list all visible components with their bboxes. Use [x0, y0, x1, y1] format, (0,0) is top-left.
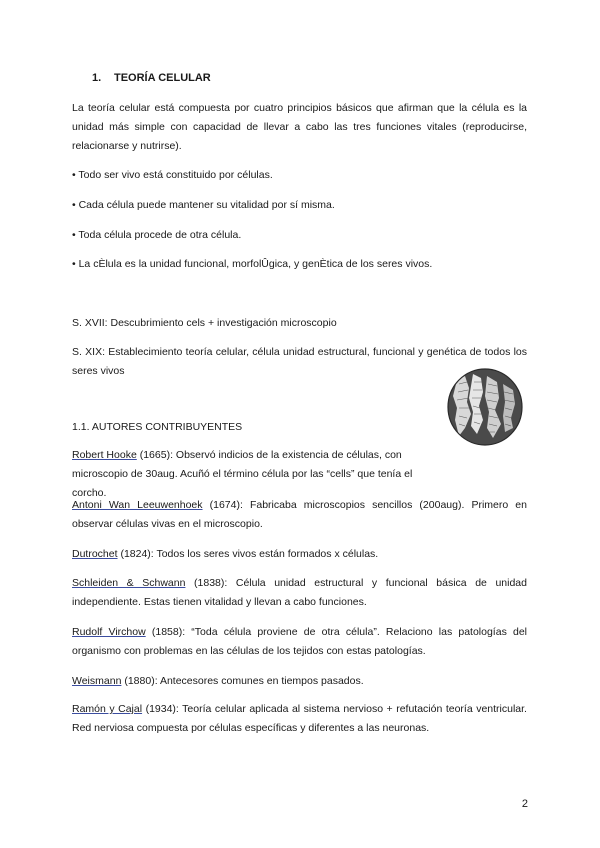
- principle-item: • Cada célula puede mantener su vitalidad por sí misma.: [72, 199, 335, 211]
- author-name: Ramón y Cajal: [72, 703, 143, 715]
- section-title: TEORÍA CELULAR: [114, 72, 211, 84]
- author-name: Antoni Wan Leeuwenhoek: [72, 499, 203, 511]
- author-description: (1665): Observó indicios de la existencia de células, con microscopio de 30aug. Acuñó el término célula por las “cells” que tenía el corcho.: [72, 449, 413, 499]
- principle-item: • Toda célula procede de otra célula.: [72, 229, 242, 241]
- history-line: S. XVII: Descubrimiento cels + investigación microscopio: [72, 317, 337, 329]
- author-name: Weismann: [72, 675, 122, 687]
- author-description: (1880): Antecesores comunes en tiempos pasados.: [121, 675, 364, 687]
- author-description: (1674): Fabricaba microscopios sencillos (200aug). Primero en observar células vivas en el microscopio.: [72, 499, 527, 530]
- author-description: (1934): Teoría celular aplicada al sistema nervioso + refutación teoría ventricular. Red nerviosa compuesta por células específicas y diferentes a las neuronas.: [72, 703, 527, 734]
- author-description: (1858): “Toda célula proviene de otra célula”. Relaciono las patologías del organismo con problemas en las células de los tejidos con estas patologías.: [72, 626, 527, 657]
- section-number: 1.: [92, 72, 102, 84]
- author-entry: [72, 496, 527, 534]
- author-entry: [72, 545, 527, 564]
- intro-paragraph: La teoría celular está compuesta por cuatro principios básicos que afirman que la célula es la unidad más simple con capacidad de llevar a cabo las tres funciones vitales (reproducirse, relacionarse y nutrirse).: [72, 102, 527, 152]
- principle-item: • La cÈlula es la unidad funcional, morfolÛgica, y genÈtica de los seres vivos.: [72, 258, 433, 270]
- author-entry: [72, 623, 527, 661]
- section-heading: [92, 69, 547, 88]
- subsection-heading: 1.1. AUTORES CONTRIBUYENTES: [72, 421, 243, 433]
- author-name: Dutrochet: [72, 548, 118, 560]
- principle-item: • Todo ser vivo está constituido por células.: [72, 169, 273, 181]
- author-name: Robert Hooke: [72, 449, 137, 461]
- author-name: Rudolf Virchow: [72, 626, 146, 638]
- author-entry: [72, 700, 527, 738]
- author-entry: [72, 672, 527, 691]
- author-entry: [72, 446, 442, 503]
- author-name: Schleiden & Schwann: [72, 577, 186, 589]
- page-number: 2: [521, 798, 528, 810]
- author-entry: [72, 574, 527, 612]
- author-description: (1824): Todos los seres vivos están formados x células.: [117, 548, 379, 560]
- author-description: (1838): Célula unidad estructural y funcional básica de unidad independiente. Estas tienen vitalidad y llevan a cabo funciones.: [72, 577, 527, 608]
- history-line: S. XIX: Establecimiento teoría celular, célula unidad estructural, funcional y genética de todos los seres vivos: [72, 346, 527, 377]
